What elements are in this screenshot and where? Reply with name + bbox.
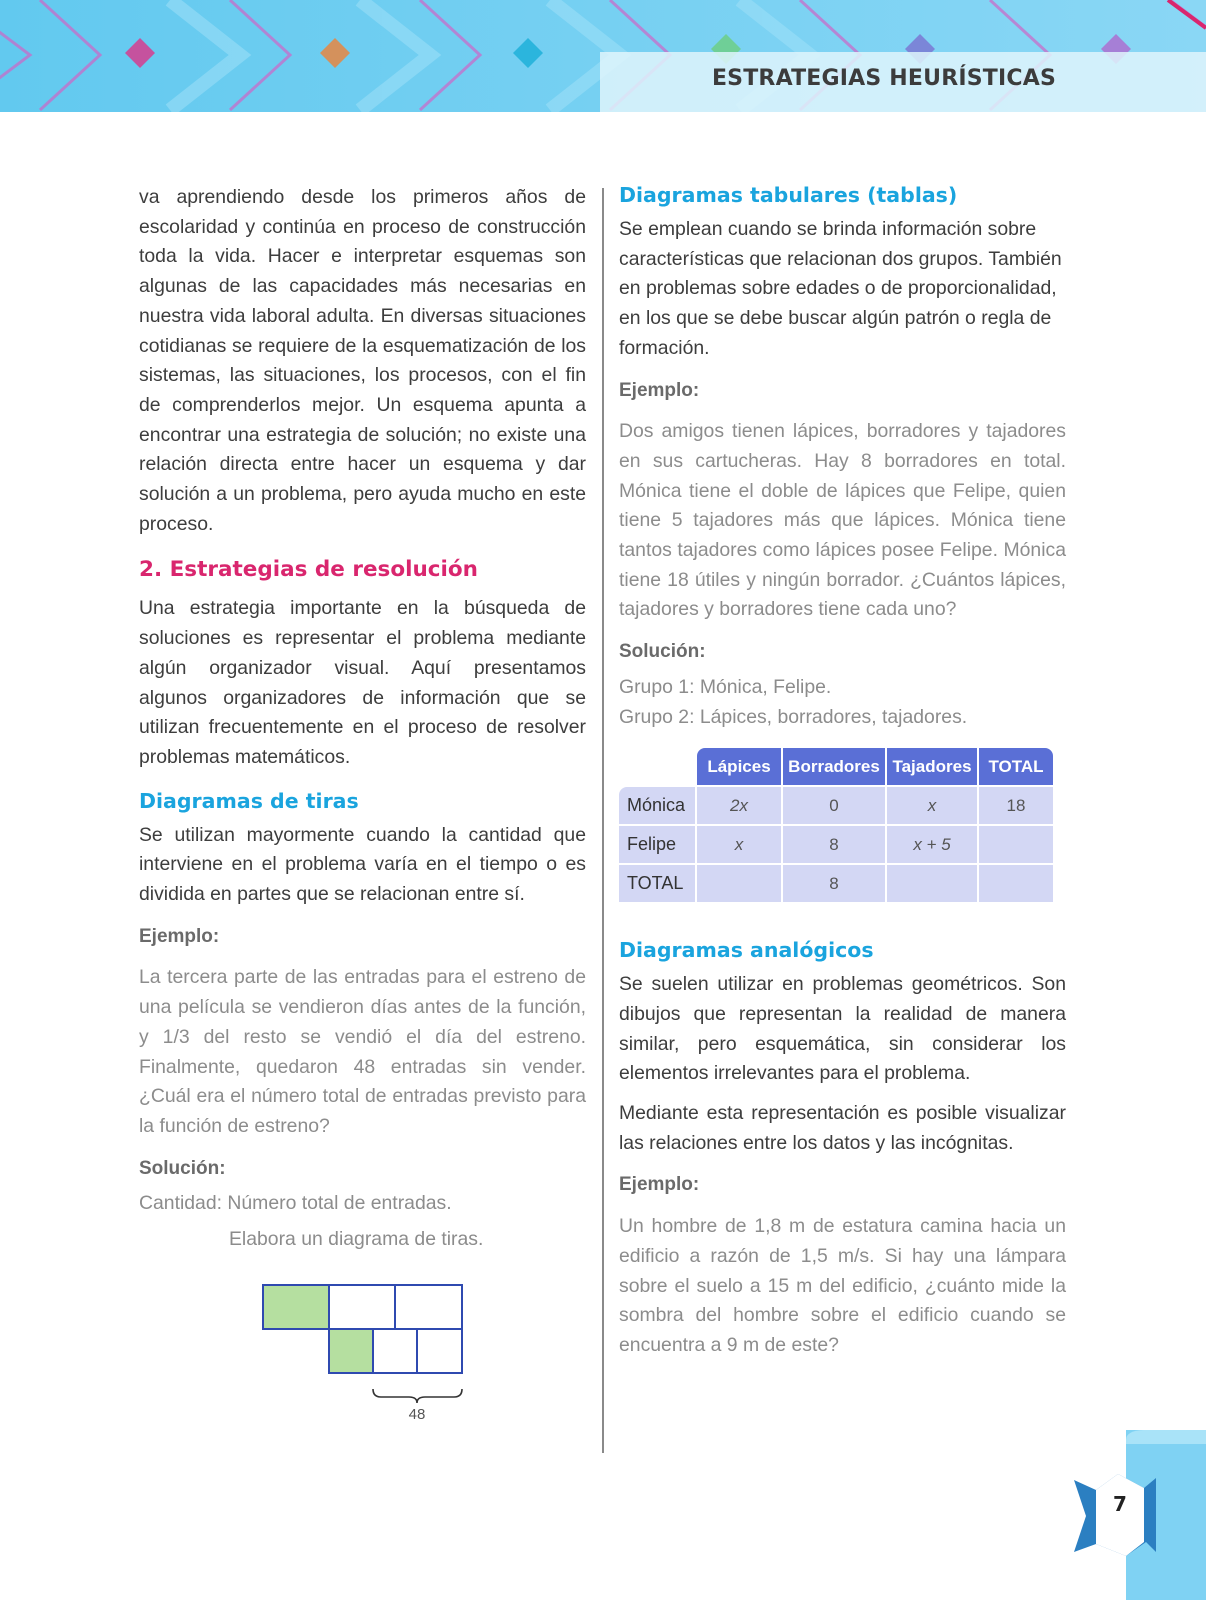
table-header: Tajadores	[887, 748, 977, 785]
brace-label: 48	[408, 1405, 426, 1423]
section-title: 2. Estrategias de resolución	[139, 557, 478, 583]
table-row	[619, 826, 1053, 863]
table-cell	[697, 865, 781, 902]
table-cell	[979, 865, 1053, 902]
tabular-paragraph: Se emplean cuando se brinda información sobre características que relacionan dos grupos. También en problemas sobre edades o de proporcionalidad, en los que se debe buscar algún patrón o regla de formación.	[619, 218, 1062, 359]
example-paragraph-right: Dos amigos tienen lápices, borradores y tajadores en sus cartucheras. Hay 8 borradores en total. Mónica tiene el doble de lápices que Felipe, quien tiene 5 tajadores más que lápices. Mónica tiene tantos tajadores como lápices posee Felipe. Mónica tiene 18 útiles y ningún borrador. ¿Cuántos lápices, tajadores y borradores tiene cada uno?	[619, 420, 1066, 621]
table-cell: 8	[783, 865, 885, 902]
example-label: Ejemplo:	[139, 925, 220, 947]
page-number: 7	[1113, 1492, 1127, 1516]
strip-diagram	[139, 1269, 586, 1444]
table-header: Lápices	[697, 748, 781, 785]
group2-text: Grupo 2: Lápices, borradores, tajadores.	[619, 705, 968, 728]
example-label-right: Ejemplo:	[619, 379, 700, 401]
example-paragraph: La tercera parte de las entradas para el estreno de una película se vendieron días antes de la función, y 1/3 del resto se vendió el día del estreno. Finalmente, quedaron 48 entradas sin vender. ¿Cuál era el número total de entradas previsto para la función de estreno?	[139, 966, 586, 1137]
header-banner	[0, 0, 1206, 112]
group1-text: Grupo 1: Mónica, Felipe.	[619, 675, 832, 698]
example-label-analog: Ejemplo:	[619, 1174, 700, 1196]
table-row-label: Mónica	[619, 787, 695, 824]
analog-title: Diagramas analógicos	[619, 938, 874, 963]
tiras-title: Diagramas de tiras	[139, 788, 359, 813]
table-row-label: Felipe	[619, 826, 695, 863]
strip-cell	[373, 1329, 417, 1373]
table-row	[619, 865, 1053, 902]
table-cell: x	[697, 826, 781, 863]
table-cell: 8	[783, 826, 885, 863]
table-cell	[979, 826, 1053, 863]
table-cell	[887, 865, 977, 902]
table-row	[619, 787, 1053, 824]
brace-shape	[373, 1389, 462, 1403]
table-corner	[619, 748, 695, 785]
diagram-caption: Elabora un diagrama de tiras.	[229, 1228, 484, 1251]
table-cell: 18	[979, 787, 1053, 824]
table-cell: x + 5	[887, 826, 977, 863]
strip-cell-sold	[329, 1329, 373, 1373]
solution-label-right: Solución:	[619, 641, 706, 663]
left-column	[139, 183, 586, 1444]
strip-cell-sold	[263, 1285, 329, 1329]
solution-label: Solución:	[139, 1157, 226, 1179]
analog-paragraph-2: Mediante esta representación es posible visualizar las relaciones entre los datos y las incógnitas.	[619, 1102, 1066, 1154]
solution-text: Cantidad: Número total de entradas.	[139, 1192, 452, 1215]
strip-cell	[329, 1285, 395, 1329]
table-cell: 0	[783, 787, 885, 824]
table-cell: 2x	[697, 787, 781, 824]
tiras-paragraph: Se utilizan mayormente cuando la cantidad que interviene en el problema varía en el tiempo o es dividida en partes que se relacionan entre sí.	[139, 823, 586, 906]
analog-paragraph-1: Se suelen utilizar en problemas geométricos. Son dibujos que representan la realidad de manera similar, pero esquemática, sin considerar los elementos irrelevantes para el problema.	[619, 973, 1066, 1085]
intro-paragraph: va aprendiendo desde los primeros años de escolaridad y continúa en proceso de construcción toda la vida. Hacer e interpretar esquemas son algunas de las capacidades más necesarias en nuestra vida laboral adulta. En diversas situaciones cotidianas se requiere de la esquematización de los sistemas, las situaciones, los procesos, con el fin de comprenderlos mejor. Un esquema apunta a encontrar una estrategia de solución; no existe una relación directa entre hacer un esquema y dar solución a un problema, pero ayuda mucho en este proceso.	[139, 186, 586, 535]
table-cell: x	[887, 787, 977, 824]
table-row-label: TOTAL	[619, 865, 695, 902]
strip-cell	[417, 1329, 462, 1373]
header-title: ESTRATEGIAS HEURÍSTICAS	[711, 66, 1056, 91]
header-pattern	[0, 0, 1206, 112]
strip-cell	[395, 1285, 462, 1329]
table-header: TOTAL	[979, 748, 1053, 785]
example-paragraph-analog: Un hombre de 1,8 m de estatura camina hacia un edificio a razón de 1,5 m/s. Si hay una lámpara sobre el suelo a 15 m del edificio, ¿cuánto mide la sombra del hombre sobre el edificio cuando se encuentra a 9 m de este?	[619, 1215, 1066, 1356]
page-number-badge	[1066, 1430, 1206, 1600]
table-header-row	[619, 748, 1053, 785]
data-table	[617, 746, 1055, 904]
tabular-title: Diagramas tabulares (tablas)	[619, 183, 958, 207]
right-column	[619, 183, 1066, 1361]
table-header: Borradores	[783, 748, 885, 785]
column-divider	[602, 188, 604, 1453]
section-paragraph: Una estrategia importante en la búsqueda de soluciones es representar el problema mediante algún organizador visual. Aquí presentamos algunos organizadores de información que se utilizan frecuentemente en el proceso de resolver problemas matemáticos.	[139, 597, 586, 768]
